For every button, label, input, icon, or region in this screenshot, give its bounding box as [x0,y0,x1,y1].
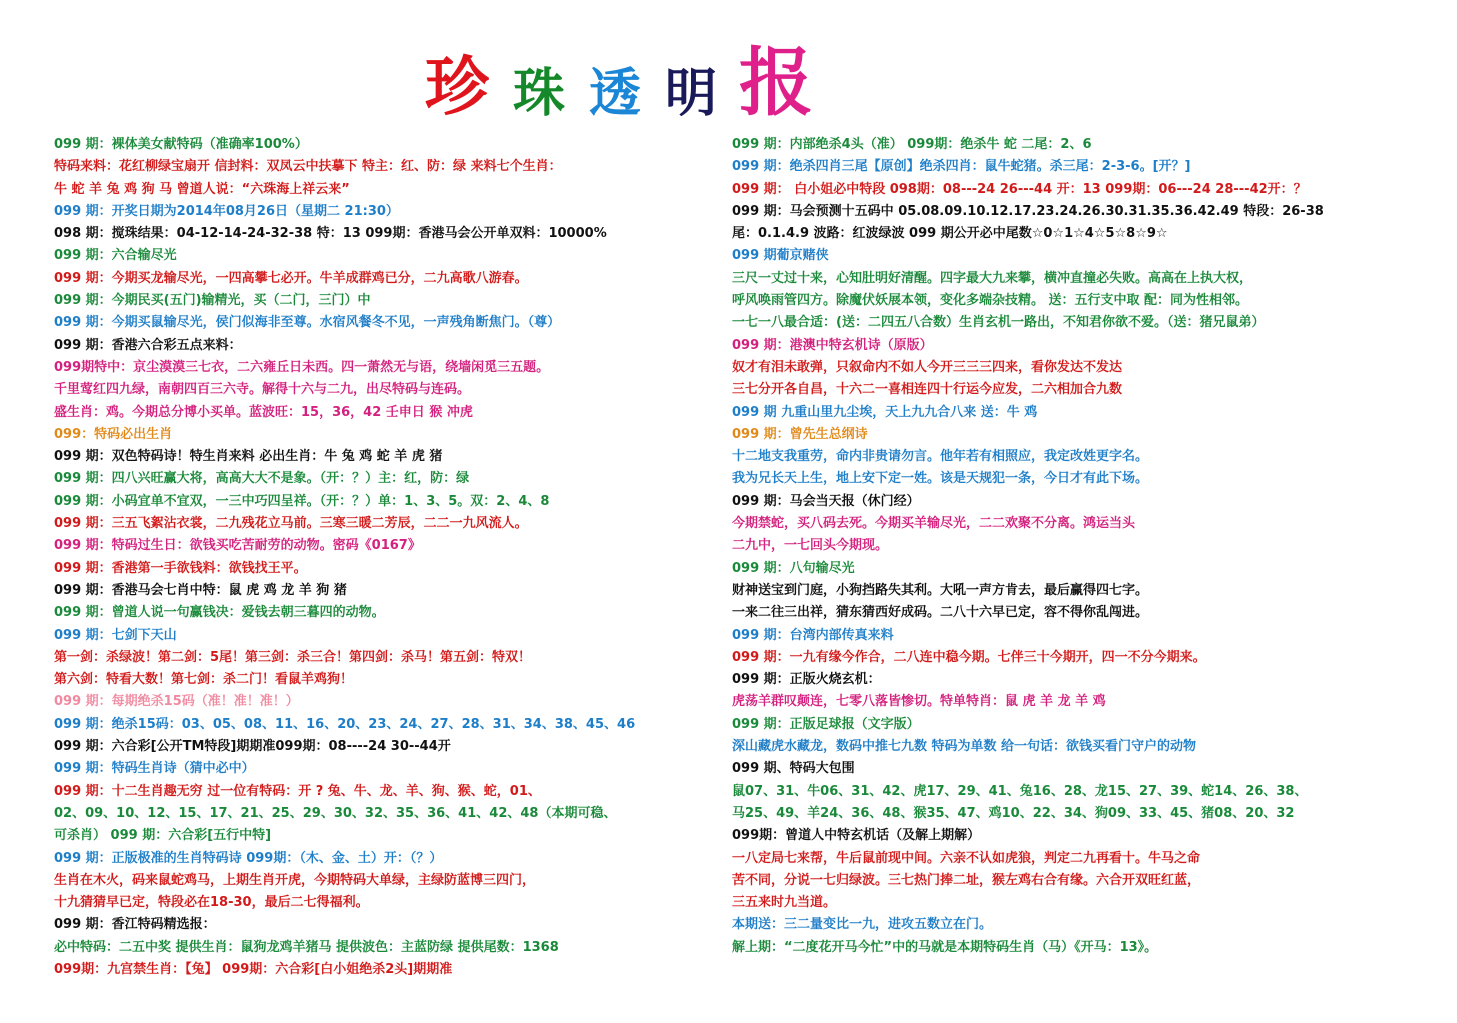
left-text-line: 必中特码：二五中奖 提供生肖：鼠狗龙鸡羊猪马 提供波色：主蓝防绿 提供尾数：1368 [54,939,559,955]
right-text-line: 099 期 九重山里九尘埃，天上九九合八来 送：牛 鸡 [732,404,1038,420]
left-text-line: 099 期：每期绝杀15码（准！准！准！） [54,694,299,710]
right-text-line: 099 期：港澳中特玄机诗（原版） [732,337,933,353]
left-text-line: 099 期：七剑下天山 [54,627,177,643]
left-text-line: 099 期：正版极准的生肖特码诗 099期：（木、金、土）开：（？） [54,850,443,866]
left-text-line: 099期特中：京尘漠漠三七衣，二六雍丘日未西。四一萧然无与语，绕墙闲觅三五题。 [54,359,550,375]
title-char-1: 珍 [425,50,489,125]
left-text-line: 099 期：香港第一手欲钱料：欲钱找王平。 [54,560,307,576]
newspaper-title [425,30,814,126]
right-text-line: 099期：曾道人中特玄机话（及解上期解） [732,828,981,844]
left-text-line: 099 期：特码过生日：欲钱买吃苦耐劳的动物。密码《0167》 [54,538,421,554]
left-text-line: 099 期：小码宜单不宜双，一三中巧四呈祥。（开：？）单：1、3、5。双：2、4、8 [54,493,550,509]
right-text-line: 三尺一丈过十来，心知肚明好清醒。四字最大九来攀，横冲直撞必失败。高高在上执大权， [732,270,1253,286]
left-text-line: 099 期：三五飞絮沾衣裳，二九残花立马前。三寒三暖二芳辰，二二一九风流人。 [54,516,528,532]
title-char-5: 报 [739,40,814,126]
right-text-line: 099 期：一九有缘今作合，二八连中稳今期。七伴三十今期开，四一不分今期来。 [732,649,1206,665]
left-text-line: 098 期：搅珠结果：04-12-14-24-32-38 特：13 099期：香港马会公开单双料：10000% [54,226,607,242]
right-text-line: 今期禁蛇，买八码去死。今期买羊输尽光，二二欢聚不分离。鸿运当头 [732,516,1136,532]
right-text-line: 深山藏虎水藏龙，数码中推七九数 特码为单数 给一句话：欲钱买看门守户的动物 [732,739,1197,755]
left-text-line: 099 期：双色特码诗！特生肖来料 必出生肖：牛 兔 鸡 蛇 羊 虎 猪 [54,449,443,465]
right-text-line: 099 期：绝杀四肖三尾【原创】绝杀四肖：鼠牛蛇猪。杀三尾：2-3-6。[开？] [732,159,1191,175]
left-text-line: 千里莺红四九绿，南朝四百三六寺。解得十六与二九，出尽特码与连码。 [54,382,471,398]
title-char-4: 明 [665,63,718,124]
right-text-line: 099 期：马会预测十五码中 05.08.09.10.12.17.23.24.26.30.31.35.36.42.49 特段：26-38 [732,203,1324,219]
left-text-line: 牛 蛇 羊 兔 鸡 狗 马 曾道人说：“六珠海上祥云来” [54,181,350,197]
left-text-line: 099 期：香港六合彩五点来料： [54,337,242,353]
right-text-line: 本期送：三二量变比一九，进攻五数立在门。 [732,917,993,933]
right-text-line: 099 期：曾先生总纲诗 [732,426,868,442]
right-text-line: 呼风唤雨管四方。除魔伏妖展本领，变化多端杂技精。 送：五行支中取 配：同为性相邻。 [732,293,1249,309]
right-text-line: 099 期：内部绝杀4头（准） 099期：绝杀牛 蛇 二尾：2、6 [732,137,1092,152]
title-char-3: 透 [589,63,642,124]
left-text-line: 099 期：今期民买(五门)输精光，买（二门，三门）中 [54,293,371,309]
left-text-line: 099期：九宫禁生肖：【兔】 099期：六合彩[白小姐绝杀2头]期期准 [54,961,453,977]
left-text-line: 特码来料：花红柳绿宝扇开 信封料：双凤云中扶摹下 特主：红、防：绿 来料七个生肖： [54,159,562,175]
left-text-line: 盛生肖：鸡。今期总分博小买单。蓝波旺：15，36，42 壬申日 猴 冲虎 [54,404,473,420]
right-text-line: 三五来时九当道。 [732,895,837,911]
right-text-line: 099 期：正版足球报（文字版） [732,716,920,732]
right-text-line: 099 期：台湾内部传真来料 [732,627,894,643]
right-text-line: 尾：0.1.4.9 波路：红波绿波 099 期公开必中尾数☆0☆1☆4☆5☆8☆9☆ [732,226,1168,242]
right-text-line: 099 期：正版火烧玄机： [732,672,881,688]
right-text-line: 三七分开各自昌，十六二一喜相连四十行运今应发，二六相加合九数 [732,382,1123,398]
right-text-line: 099 期： 白小姐必中特段 098期：08---24 26---44 开：13 099期：06---24 28---42开：？ [732,181,1307,197]
left-text-line: 099 期：今期买龙输尽光，一四高攀七必开。牛羊成群鸡已分，二九高歌八游春。 [54,270,528,286]
right-text-line: 虎荡羊群叹颠连，七零八落皆惨切。特单特肖：鼠 虎 羊 龙 羊 鸡 [732,694,1106,710]
left-text-line: 099 期：六合彩[公开TM特段]期期准099期：08----24 30--44开 [54,739,451,755]
right-text-line: 一七一八最合适：(送：二四五八合数）生肖玄机一路出，不知君你欲不爱。（送：猪兄鼠弟） [732,315,1265,331]
right-text-line: 财神送宝到门庭，小狗挡路失其利。大吼一声方肯去，最后赢得四七字。 [732,582,1149,598]
right-text-line: 二九中，一七回头今期现。 [732,538,889,554]
left-text-line: 099 期：十二生肖趣无穷 过一位有特码：开 ? 兔、牛、龙、羊、狗、猴、蛇，01、 [54,783,541,799]
left-text-line: 099 期：今期买鼠输尽光，侯门似海非至尊。水宿风餐冬不见，一声残角断焦门。（尊） [54,315,561,331]
title-char-2: 珠 [513,63,566,124]
left-text-line: 第一剑：杀绿波！第二剑：5尾！第三剑：杀三合！第四剑：杀马！第五剑：特双！ [54,649,532,665]
left-text-line: 099 期：香港马会七肖中特：鼠 虎 鸡 龙 羊 狗 猪 [54,582,347,598]
left-text-line: 099 期：开奖日期为2014年08月26日（星期二 21:30） [54,203,399,219]
right-text-line: 一八定局七来帮，牛后鼠前现中间。六亲不认如虎狼，判定二九再看十。牛马之命 [732,850,1201,866]
right-text-line: 苦不同，分说一七归绿波。三七热门捧二址，猴左鸡右合有缘。六合开双旺红蓝， [732,872,1201,888]
left-text-line: 099 期：香江特码精选报： [54,917,216,933]
right-text-line: 鼠07、31、牛06、31、42、虎17、29、41、兔16、28、龙15、27、39、蛇14、26、38、 [732,783,1308,799]
right-text-line: 我为兄长天上生，地上安下定一姓。该是天规犯一条，今日才有此下场。 [732,471,1149,487]
right-text-line: 099 期、特码大包围 [732,761,855,777]
left-text-line: 十九猜猜早已定，特段必在18-30，最后二七得福利。 [54,895,369,911]
left-text-line: 生肖在木火，码来鼠蛇鸡马，上期生肖开虎，今期特码大单绿，主绿防蓝博三四门， [54,872,536,888]
left-text-line: 02、09、10、12、15、17、21、25、29、30、32、35、36、41、42、48（本期可稳、 [54,805,617,821]
left-text-line: 099 期：裸体美女献特码（准确率100%） [54,137,308,152]
right-text-line: 十二地支我重劳，命内非贵请勿言。他年若有相照应，我定改姓更字名。 [732,449,1149,465]
left-text-line: 099 期：绝杀15码：03、05、08、11、16、20、23、24、27、28、31、34、38、45、46 [54,716,636,732]
left-text-line: 099 期：特码生肖诗（猜中必中） [54,761,255,777]
left-text-line: 第六剑：特看大数！第七剑：杀二门！看鼠羊鸡狗！ [54,672,354,688]
left-text-line: 099 期：六合输尽光 [54,248,177,264]
right-text-line: 马25、49、羊24、36、48、猴35、47、鸡10、22、34、狗09、33、45、猪08、20、32 [732,805,1295,821]
right-text-line: 099 期：八句输尽光 [732,560,855,576]
right-text-line: 奴才有泪未敢弹，只叙命内不如人今开三三三四来，看你发达不发达 [732,359,1123,375]
right-text-line: 解上期：“二度花开马今忙”中的马就是本期特码生肖（马）《开马：13》。 [732,939,1158,955]
right-text-line: 一来二往三出祥，猜东猜西好成码。二八十六早已定，容不得你乱闯进。 [732,605,1149,621]
left-column [54,134,704,981]
right-column [732,134,1432,959]
left-text-line: 可杀肖） 099 期：六合彩[五行中特] [54,828,272,844]
left-text-line: 099 期：曾道人说一句赢钱决：爱钱去朝三暮四的动物。 [54,605,385,621]
left-text-line: 099：特码必出生肖 [54,426,173,442]
left-text-line: 099 期：四八兴旺赢大将，高高大大不是象。（开：？）主：红，防：绿 [54,471,470,487]
right-text-line: 099 期葡京赌侠 [732,248,829,264]
right-text-line: 099 期：马会当天报（休门经） [732,493,920,509]
